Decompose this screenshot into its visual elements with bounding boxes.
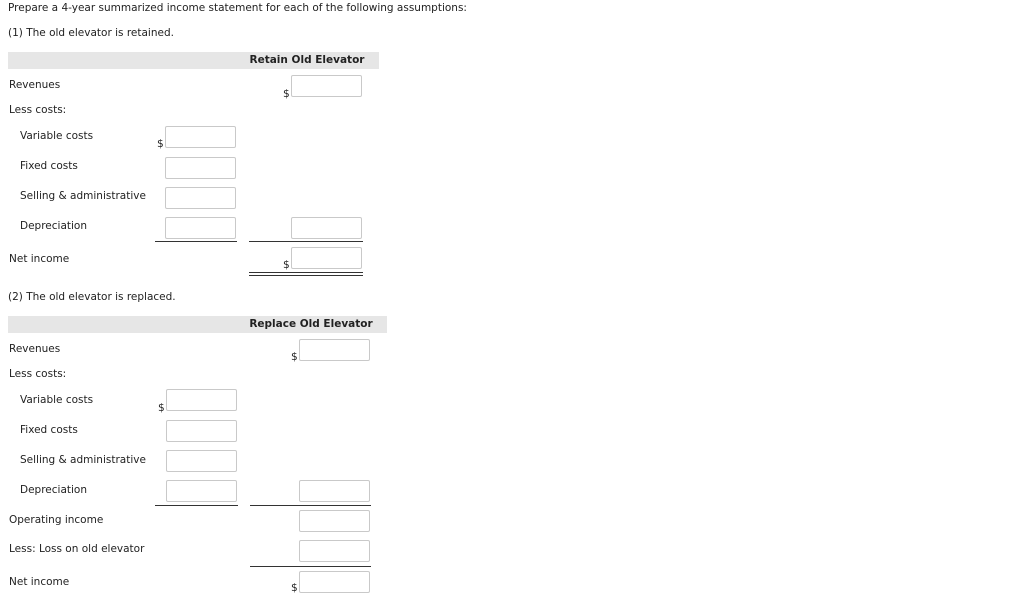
part2-variable-costs-label: Variable costs: [20, 394, 94, 406]
part2-revenues-dollar: $: [291, 351, 298, 363]
part1-depreciation-label: Depreciation: [20, 220, 87, 232]
part2-revenues-label: Revenues: [9, 343, 61, 355]
part2-variable-costs-input[interactable]: [166, 389, 237, 411]
part2-operating-income-label: Operating income: [9, 514, 104, 526]
part1-net-income-double-underline: [249, 272, 363, 276]
part2-net-income-label: Net income: [9, 576, 70, 588]
part1-variable-costs-dollar: $: [157, 138, 164, 150]
part1-revenues-input[interactable]: [291, 75, 362, 97]
part1-net-income-label: Net income: [9, 253, 70, 265]
part2-loss-underline: [250, 566, 371, 567]
part2-heading: (2) The old elevator is replaced.: [8, 291, 176, 303]
part2-revenues-input[interactable]: [299, 339, 370, 361]
part1-depreciation-input[interactable]: [165, 217, 236, 239]
part2-net-income-dollar: $: [291, 582, 298, 594]
part2-net-income-input[interactable]: [299, 571, 370, 593]
part1-revenues-dollar: $: [283, 88, 290, 100]
part1-variable-costs-label: Variable costs: [20, 130, 94, 142]
intro-text: Prepare a 4-year summarized income statement for each of the following assumptions:: [8, 2, 467, 14]
part1-less-costs-label: Less costs:: [9, 104, 67, 116]
part2-depreciation-label: Depreciation: [20, 484, 87, 496]
part2-operating-income-input[interactable]: [299, 510, 370, 532]
part1-revenues-label: Revenues: [9, 79, 61, 91]
part1-net-income-dollar: $: [283, 259, 290, 271]
part1-selling-admin-input[interactable]: [165, 187, 236, 209]
part1-total-underline: [249, 241, 363, 242]
part1-fixed-costs-input[interactable]: [165, 157, 236, 179]
part2-loss-label: Less: Loss on old elevator: [9, 543, 145, 555]
part1-variable-costs-input[interactable]: [165, 126, 236, 148]
part2-depreciation-input[interactable]: [166, 480, 237, 502]
part1-column-title: Retain Old Elevator: [249, 54, 365, 66]
part1-net-income-input[interactable]: [291, 247, 362, 269]
part1-fixed-costs-label: Fixed costs: [20, 160, 78, 172]
part2-selling-admin-input[interactable]: [166, 450, 237, 472]
part2-total-costs-input[interactable]: [299, 480, 370, 502]
part2-total-underline: [250, 505, 371, 506]
part2-loss-input[interactable]: [299, 540, 370, 562]
part1-selling-admin-label: Selling & administrative: [20, 190, 146, 202]
part2-costs-underline: [155, 505, 238, 506]
part2-selling-admin-label: Selling & administrative: [20, 454, 146, 466]
part2-fixed-costs-input[interactable]: [166, 420, 237, 442]
part1-total-costs-input[interactable]: [291, 217, 362, 239]
part2-column-title: Replace Old Elevator: [249, 318, 373, 330]
part2-variable-costs-dollar: $: [158, 402, 165, 414]
part1-heading: (1) The old elevator is retained.: [8, 27, 174, 39]
part1-costs-underline: [155, 241, 237, 242]
part2-less-costs-label: Less costs:: [9, 368, 67, 380]
part2-fixed-costs-label: Fixed costs: [20, 424, 78, 436]
